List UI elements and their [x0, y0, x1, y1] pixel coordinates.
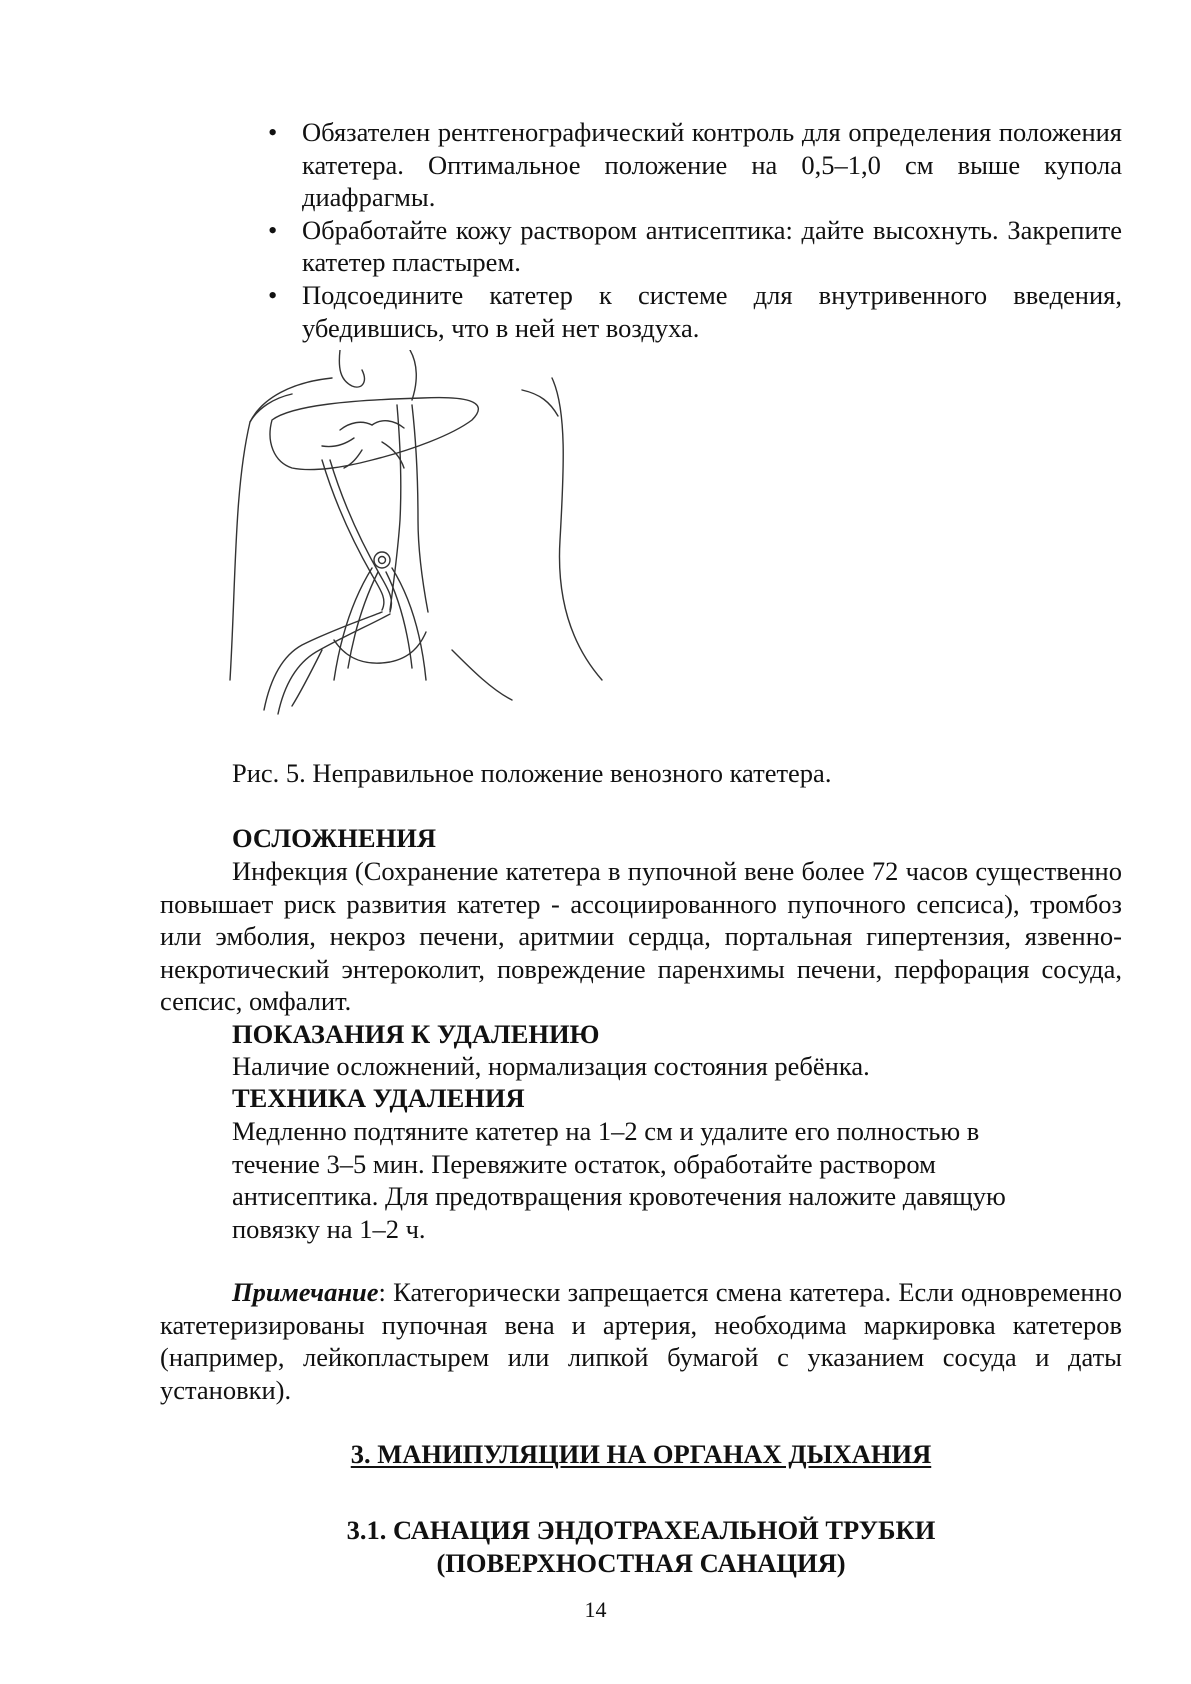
technique-line: повязку на 1–2 ч.: [232, 1213, 426, 1244]
technique-line: Медленно подтяните катетер на 1–2 см и удалите его полностью в: [232, 1116, 980, 1146]
removal-indications-text: Наличие осложнений, нормализация состояния ребёнка.: [232, 1051, 870, 1081]
bullet-item: [264, 279, 1122, 344]
bullet-item: [264, 214, 1122, 279]
bullet-text: Обязателен рентгенографический контроль для определения положения катетера. Оптимальное положение на 0,5–1,0 см выше купола диафрагмы.: [302, 117, 1122, 213]
removal-technique-text: [232, 1115, 1122, 1245]
catheter-position-illustration: [222, 350, 642, 770]
removal-indications-heading: ПОКАЗАНИЯ К УДАЛЕНИЮ: [232, 1019, 600, 1049]
complications-heading: ОСЛОЖНЕНИЯ: [232, 823, 436, 853]
subsection-heading-line: 3.1. САНАЦИЯ ЭНДОТРАХЕАЛЬНОЙ ТРУБКИ: [346, 1515, 936, 1545]
bullet-text: Обработайте кожу раствором антисептика: дайте высохнуть. Закрепите катетер пластырем.: [302, 214, 1122, 278]
technique-line: течение 3–5 мин. Перевяжите остаток, обработайте раствором: [232, 1148, 936, 1179]
section-heading: [160, 1438, 1122, 1471]
instruction-bullet-list: [264, 116, 1122, 344]
section-heading-text: 3. МАНИПУЛЯЦИИ НА ОРГАНАХ ДЫХАНИЯ: [350, 1439, 932, 1469]
bullet-marker: •: [268, 117, 278, 147]
note-label: Примечание: [232, 1277, 379, 1307]
complications-text: Инфекция (Сохранение катетера в пупочной вене более 72 часов существенно повышает риск развития катетер - ассоциированного пупочного сепсиса), тромбоз или эмболия, некроз печени, аритмии сердца, портальная гипертензия, язвенно-некротический энтероколит, повреждение паренхимы печени, перфорация сосуда, сепсис, омфалит.: [160, 856, 1122, 1017]
note-colon: :: [378, 1277, 386, 1307]
bullet-marker: •: [268, 279, 278, 310]
technique-line: антисептика. Для предотвращения кровотечения наложите давящую: [232, 1181, 1006, 1212]
bullet-marker: •: [268, 214, 278, 245]
subsection-heading-line: (ПОВЕРХНОСТНАЯ САНАЦИЯ): [436, 1547, 846, 1578]
note-text: Категорически запрещается смена катетера. Если одновременно катетеризированы пупочная вена и артерия, необходима маркировка катетеров (например, лейкопластырем или липкой бумагой с указанием сосуда и даты установки).: [160, 1277, 1122, 1405]
bullet-item: [264, 116, 1122, 214]
figure-caption: Рис. 5. Неправильное положение венозного катетера.: [232, 758, 832, 788]
note-paragraph: [160, 1276, 1122, 1406]
bullet-text: Подсоедините катетер к системе для внутривенного введения, убедившись, что в ней нет воздуха.: [302, 279, 1122, 343]
page-number: 14: [584, 1597, 607, 1622]
subsection-heading: [160, 1514, 1122, 1579]
removal-technique-heading: ТЕХНИКА УДАЛЕНИЯ: [232, 1083, 525, 1113]
